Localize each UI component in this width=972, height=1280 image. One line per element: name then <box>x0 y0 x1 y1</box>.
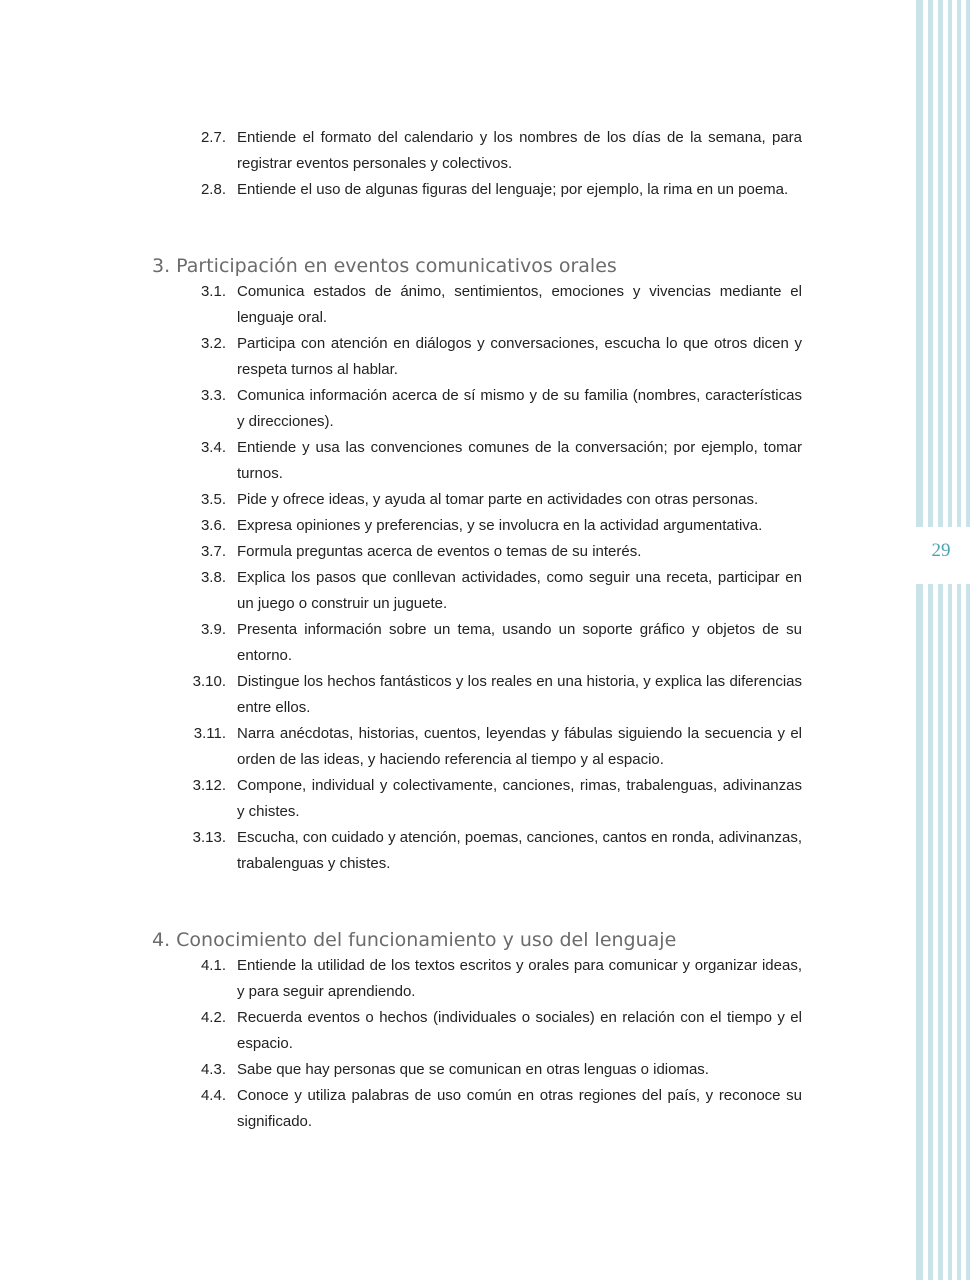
item-text: Conoce y utiliza palabras de uso común en otras regiones del país, y reconoce su significado. <box>237 1087 802 1130</box>
item-number: 3.8. <box>200 569 226 586</box>
item-number: 3.4. <box>200 439 226 456</box>
item-text: Formula preguntas acerca de eventos o temas de su interés. <box>237 543 642 560</box>
item-number: 4.4. <box>200 1087 226 1104</box>
item-text: Distingue los hechos fantásticos y los reales en una historia, y explica las diferencias entre ellos. <box>237 673 802 716</box>
stripe <box>957 584 961 1280</box>
spacer <box>152 877 802 927</box>
list-item <box>152 1083 802 1135</box>
item-text: Participa con atención en diálogos y conversaciones, escucha lo que otros dicen y respeta turnos al hablar. <box>237 335 802 378</box>
main-content <box>152 125 802 1135</box>
list-item <box>152 721 802 773</box>
item-number: 3.5. <box>200 491 226 508</box>
item-text: Narra anécdotas, historias, cuentos, leyendas y fábulas siguiendo la secuencia y el orden de las ideas, y haciendo referencia al tiempo y al espacio. <box>237 725 802 768</box>
item-number: 3.6. <box>200 517 226 534</box>
item-number: 3.3. <box>200 387 226 404</box>
item-text: Comunica información acerca de sí mismo y de su familia (nombres, características y direcciones). <box>237 387 802 430</box>
item-number: 4.3. <box>200 1061 226 1078</box>
list-item <box>152 773 802 825</box>
list-item <box>152 331 802 383</box>
spacer <box>152 203 802 253</box>
item-number: 3.2. <box>200 335 226 352</box>
list-item <box>152 953 802 1005</box>
item-text: Entiende y usa las convenciones comunes de la conversación; por ejemplo, tomar turnos. <box>237 439 802 482</box>
decorative-stripes-top <box>912 0 972 527</box>
item-number: 3.13. <box>192 829 226 846</box>
section4-list <box>152 953 802 1135</box>
intro-list <box>152 125 802 203</box>
item-number: 2.8. <box>200 181 226 198</box>
stripe <box>938 584 943 1280</box>
stripe <box>928 0 933 527</box>
item-number: 3.12. <box>192 777 226 794</box>
stripe <box>916 0 923 527</box>
item-number: 2.7. <box>200 129 226 146</box>
stripe <box>928 584 933 1280</box>
section-title: 4. Conocimiento del funcionamiento y uso del lenguaje <box>152 929 677 951</box>
list-item <box>152 617 802 669</box>
item-text: Compone, individual y colectivamente, canciones, rimas, trabalenguas, adivinanzas y chistes. <box>237 777 802 820</box>
section-title: 3. Participación en eventos comunicativos orales <box>152 255 617 277</box>
item-text: Expresa opiniones y preferencias, y se involucra en la actividad argumentativa. <box>237 517 763 534</box>
decorative-stripes-bottom <box>912 584 972 1280</box>
item-number: 3.11. <box>193 725 226 742</box>
list-item <box>152 669 802 721</box>
item-text: Comunica estados de ánimo, sentimientos, emociones y vivencias mediante el lenguaje oral. <box>237 283 802 326</box>
stripe <box>957 0 961 527</box>
item-number: 3.10. <box>192 673 226 690</box>
page-number: 29 <box>931 540 951 561</box>
item-text: Escucha, con cuidado y atención, poemas, canciones, cantos en ronda, adivinanzas, trabalenguas y chistes. <box>237 829 802 872</box>
item-number: 3.9. <box>200 621 226 638</box>
section3-list <box>152 279 802 877</box>
item-number: 3.1. <box>200 283 226 300</box>
item-text: Presenta información sobre un tema, usando un soporte gráfico y objetos de su entorno. <box>237 621 802 664</box>
item-text: Explica los pasos que conllevan actividades, como seguir una receta, participar en un juego o construir un juguete. <box>237 569 802 612</box>
item-text: Entiende la utilidad de los textos escritos y orales para comunicar y organizar ideas, y para seguir aprendiendo. <box>237 957 802 1000</box>
stripe <box>948 584 952 1280</box>
item-number: 4.2. <box>200 1009 226 1026</box>
list-item <box>152 435 802 487</box>
item-text: Entiende el uso de algunas figuras del lenguaje; por ejemplo, la rima en un poema. <box>237 181 789 198</box>
stripe <box>966 584 970 1280</box>
list-item <box>152 487 802 513</box>
list-item <box>152 279 802 331</box>
stripe <box>938 0 943 527</box>
item-text: Pide y ofrece ideas, y ayuda al tomar parte en actividades con otras personas. <box>237 491 759 508</box>
list-item <box>152 1057 802 1083</box>
stripe <box>966 0 970 527</box>
list-item <box>152 383 802 435</box>
list-item <box>152 825 802 877</box>
list-item <box>152 177 802 203</box>
stripe <box>916 584 923 1280</box>
list-item <box>152 565 802 617</box>
list-item <box>152 125 802 177</box>
item-text: Recuerda eventos o hechos (individuales o sociales) en relación con el tiempo y el espacio. <box>237 1009 802 1052</box>
list-item <box>152 539 802 565</box>
item-number: 4.1. <box>200 957 226 974</box>
stripe <box>948 0 952 527</box>
item-text: Entiende el formato del calendario y los nombres de los días de la semana, para registrar eventos personales y colectivos. <box>237 129 802 172</box>
item-number: 3.7. <box>200 543 226 560</box>
list-item <box>152 1005 802 1057</box>
list-item <box>152 513 802 539</box>
item-text: Sabe que hay personas que se comunican en otras lenguas o idiomas. <box>237 1061 709 1078</box>
